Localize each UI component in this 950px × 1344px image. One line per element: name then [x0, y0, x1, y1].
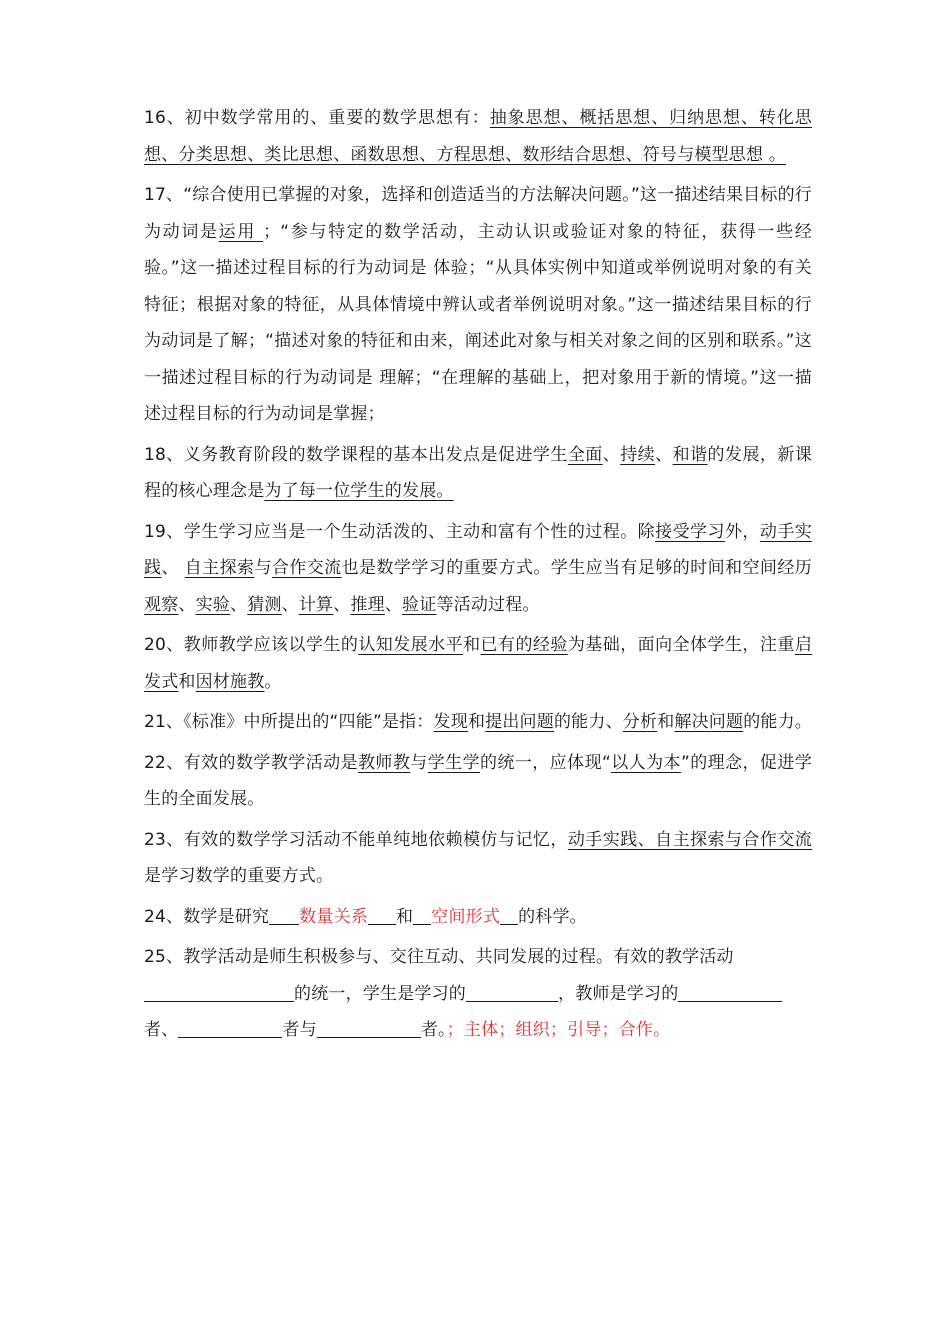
- answer-23: 动手实践、自主探索与合作交流: [567, 829, 812, 850]
- question-22: 22、有效的数学教学活动是教师教与学生学的统一，应体现“以人为本”的理念，促进学生的全面发展。: [144, 752, 812, 809]
- answer-19-10: 验证: [402, 594, 437, 615]
- question-25: 25、教学活动是师生积极参与、交往互动、共同发展的过程。有效的教学活动 的统一，学生是学习的 ，教师是学习的 者、 者与 者。；主体；组织；引导；合作。: [144, 939, 812, 1049]
- answer-18-4: 为了每一位学生的发展。: [264, 481, 454, 501]
- blank-line: [500, 904, 518, 925]
- question-21: 21、《标准》中所提出的“四能”是指：发现和提出问题的能力、分析和解决问题的能力。: [144, 712, 813, 732]
- answer-24-2: 空间形式: [431, 906, 501, 927]
- answer-19-3: 自主探索: [184, 558, 255, 578]
- answer-20-1: 认知发展水平: [358, 635, 464, 655]
- question-23: 23、有效的数学学习活动不能单纯地依赖模仿与记忆，动手实践、自主探索与合作交流是学习数学的重要方式。: [144, 829, 812, 886]
- answer-20-2: 已有的经验: [480, 635, 568, 655]
- blank-line: [413, 904, 431, 925]
- question-16: 16、初中数学常用的、重要的数学思想有：抽象思想、概括思想、归纳思想、转化思想、分类思想、类比思想、函数思想、方程思想、数形结合思想、符号与模型思想 。: [144, 108, 812, 165]
- answer-19-4: 合作交流: [271, 558, 342, 578]
- answer-21-2: 提出问题: [485, 712, 554, 732]
- answer-22-1: 教师教: [357, 752, 411, 773]
- answer-22-2: 学生学: [427, 752, 481, 773]
- answer-19-5: 观察: [144, 594, 179, 615]
- answer-19-8: 计算: [298, 594, 334, 615]
- blank-line: [368, 904, 396, 925]
- question-24: 24、数学是研究 数量关系 和 空间形式 的科学。: [144, 899, 812, 936]
- blank-line: [144, 981, 294, 1002]
- blank-line: [678, 981, 782, 1002]
- answer-21-1: 发现: [433, 712, 468, 732]
- answer-19-7: 猜测: [247, 594, 282, 615]
- answer-21-3: 分析: [622, 712, 658, 732]
- answer-17: 运用: [218, 221, 264, 242]
- blank-line: [178, 1017, 282, 1038]
- answer-19-6: 实验: [195, 594, 231, 615]
- blank-line: [317, 1017, 421, 1038]
- blank-line: [466, 981, 558, 1002]
- answer-19-1: 接受学习: [655, 521, 725, 542]
- answer-19-2: 动手实践: [144, 521, 812, 578]
- document-page: [144, 100, 812, 1053]
- answer-20-4: 因材施教: [195, 671, 265, 692]
- answer-18-3: 和谐: [672, 444, 708, 465]
- answer-18-2: 持续: [620, 444, 656, 465]
- answer-22-3: 以人为本: [611, 752, 681, 773]
- question-20: 20、教师教学应该以学生的认知发展水平和已有的经验为基础，面向全体学生，注重启发式和因材施教。: [144, 635, 813, 692]
- question-17: 17、“综合使用已掌握的对象，选择和创造适当的方法解决问题。”这一描述结果目标的行为动词是运用 ；“参与特定的数学活动，主动认识或验证对象的特征，获得一些经验。”这一描述过程目标的行为动词是 体验；“从具体实例中知道或举例说明对象的有关特征；根据对象的特征，从具体情境中辨认或者举例说明对象。”这一描述结果目标的行为动词是了解；“描述对象的特征和由来，阐述此对象与相关对象之间的区别和联系。”这一描述过程目标的行为动词是 理解；“在理解的基础上，把对象用于新的情境。”这一描述过程目标的行为动词是掌握；: [144, 185, 812, 424]
- answer-16: 抽象思想、概括思想、归纳思想、转化思想、分类思想、类比思想、函数思想、方程思想、数形结合思想、符号与模型思想 。: [144, 108, 812, 165]
- question-18: 18、义务教育阶段的数学课程的基本出发点是促进学生全面、持续、和谐的发展，新课程的核心理念是为了每一位学生的发展。: [144, 444, 813, 501]
- answer-19-9: 推理: [350, 594, 385, 615]
- answer-24-1: 数量关系: [299, 906, 369, 927]
- answer-25: ；主体；组织；引导；合作。: [446, 1020, 671, 1040]
- answer-18-1: 全面: [567, 444, 603, 465]
- answer-20-3: 启发式: [144, 635, 813, 692]
- blank-line: [269, 904, 299, 925]
- answer-21-4: 解决问题: [674, 712, 744, 732]
- question-19: 19、学生学习应当是一个生动活泼的、主动和富有个性的过程。除接受学习外，动手实践、 自主探索与合作交流也是数学学习的重要方式。学生应当有足够的时间和空间经历观察、实验、猜测、计算、推理、验证等活动过程。: [144, 521, 812, 615]
